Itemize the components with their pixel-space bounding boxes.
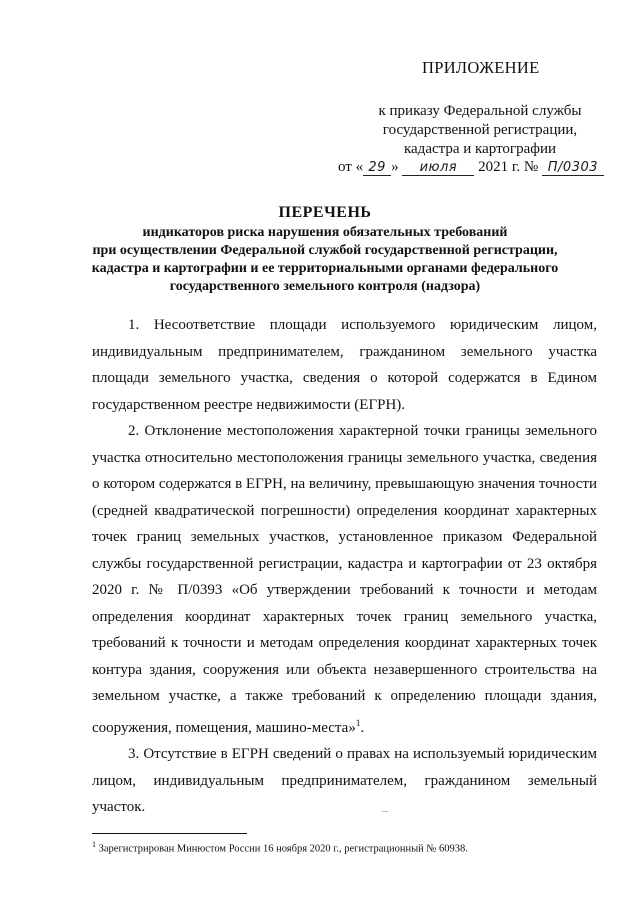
order-mid: » bbox=[391, 159, 399, 175]
footnote bbox=[92, 840, 468, 855]
heading-subtitle-line: индикаторов риска нарушения обязательных требований bbox=[142, 225, 508, 240]
footnote-divider bbox=[92, 833, 247, 834]
appendix-title: ПРИЛОЖЕНИЕ bbox=[422, 58, 540, 77]
appendix-lines bbox=[350, 102, 610, 159]
order-year-text: 2021 г. № bbox=[478, 159, 539, 175]
heading-title: ПЕРЕЧЕНЬ bbox=[278, 204, 372, 221]
item-1-text: 1. Несоответствие площади используемого юридическим лицом, индивидуальным предпринимателем, гражданином земельного участка площади земельного участка, сведения о которой содержатся в Едином государственном реестре недвижимости (ЕГРН). bbox=[92, 317, 597, 413]
footnote-reference: 1 bbox=[355, 717, 361, 728]
item-3-text: 3. Отсутствие в ЕГРН сведений о правах на используемый юридическим лицом, индивидуальным предпринимателем, гражданином земельный участок. bbox=[92, 746, 597, 815]
order-number-handwritten: П/0303 bbox=[542, 161, 604, 176]
appendix-block bbox=[338, 58, 610, 179]
item-2-text: 2. Отклонение местоположения характерной точки границы земельного участка относительно местоположения границы земельного участка, сведения о котором содержатся в ЕГРН, на величину, превышающую значения точности (средней квадратической погрешности) определения координат характерных точек границ земельных участков, установленное приказом Федеральной службы государственной регистрации, кадастра и картографии от 23 октября 2020 г. № П/0393 «Об утверждении требований к точности и методам определения координат характерных точек границ земельного участка, требований к точности и методам определения координат характерных точек контура здания, сооружения или объекта незавершенного строительства на земельном участке, а также требований к определению площади здания, сооружения, помещения, машино-места» bbox=[92, 423, 597, 736]
appendix-line: государственной регистрации, bbox=[382, 122, 578, 138]
heading-subtitle-line: кадастра и картографии и ее территориальными органами федерального bbox=[91, 261, 559, 276]
scan-artifact bbox=[382, 811, 388, 812]
appendix-line: к приказу Федеральной службы bbox=[378, 103, 582, 119]
footnote-marker: 1 bbox=[92, 840, 96, 849]
document-heading bbox=[90, 204, 560, 296]
order-date-number bbox=[338, 159, 610, 179]
heading-subtitle-line: при осуществлении Федеральной службой государственной регистрации, bbox=[92, 243, 558, 258]
list-item bbox=[92, 312, 597, 418]
footnote-text: Зарегистрирован Минюстом России 16 ноября 2020 г., регистрационный № 60938. bbox=[96, 843, 468, 855]
appendix-line: кадастра и картографии bbox=[403, 141, 557, 157]
order-prefix: от « bbox=[338, 159, 364, 175]
list-item bbox=[92, 741, 597, 821]
order-day-handwritten: 29 bbox=[363, 161, 391, 176]
list-item bbox=[92, 418, 597, 741]
order-month-handwritten: июля bbox=[402, 161, 474, 176]
heading-subtitle-line: государственного земельного контроля (надзора) bbox=[169, 279, 481, 294]
item-2-tail: . bbox=[360, 719, 365, 736]
document-body bbox=[92, 312, 597, 821]
